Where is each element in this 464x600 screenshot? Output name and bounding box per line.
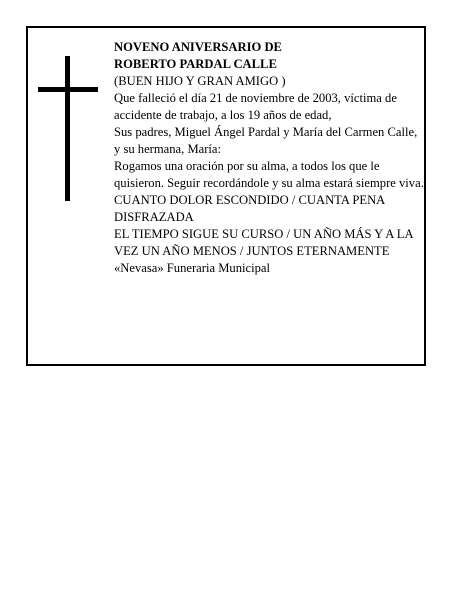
cross-horizontal-bar xyxy=(38,87,98,92)
obituary-notice xyxy=(26,26,426,366)
notice-verse-2: EL TIEMPO SIGUE SU CURSO / UN AÑO MÁS Y A LA VEZ UN AÑO MENOS / JUNTOS ETERNAMENTE xyxy=(114,227,413,258)
cross-icon xyxy=(38,56,98,201)
cross-vertical-bar xyxy=(65,56,70,201)
notice-family: Sus padres, Miguel Ángel Pardal y María del Carmen Calle, y su hermana, María: xyxy=(114,125,418,156)
notice-funeral-home: «Nevasa» Funeraria Municipal xyxy=(114,261,270,275)
notice-verse-1: CUANTO DOLOR ESCONDIDO / CUANTA PENA DISFRAZADA xyxy=(114,193,385,224)
notice-death-info: Que falleció el día 21 de noviembre de 2003, víctima de accidente de trabajo, a los 19 años de edad, xyxy=(114,91,397,122)
notice-heading-line1: NOVENO ANIVERSARIO DE xyxy=(114,40,282,54)
notice-body xyxy=(114,39,424,277)
notice-prayer: Rogamos una oración por su alma, a todos los que le quisieron. Seguir recordándole y su alma estará siempre viva. xyxy=(114,159,424,190)
notice-heading-line2: ROBERTO PARDAL CALLE xyxy=(114,57,277,71)
notice-nickname: (BUEN HIJO Y GRAN AMIGO ) xyxy=(114,74,286,88)
